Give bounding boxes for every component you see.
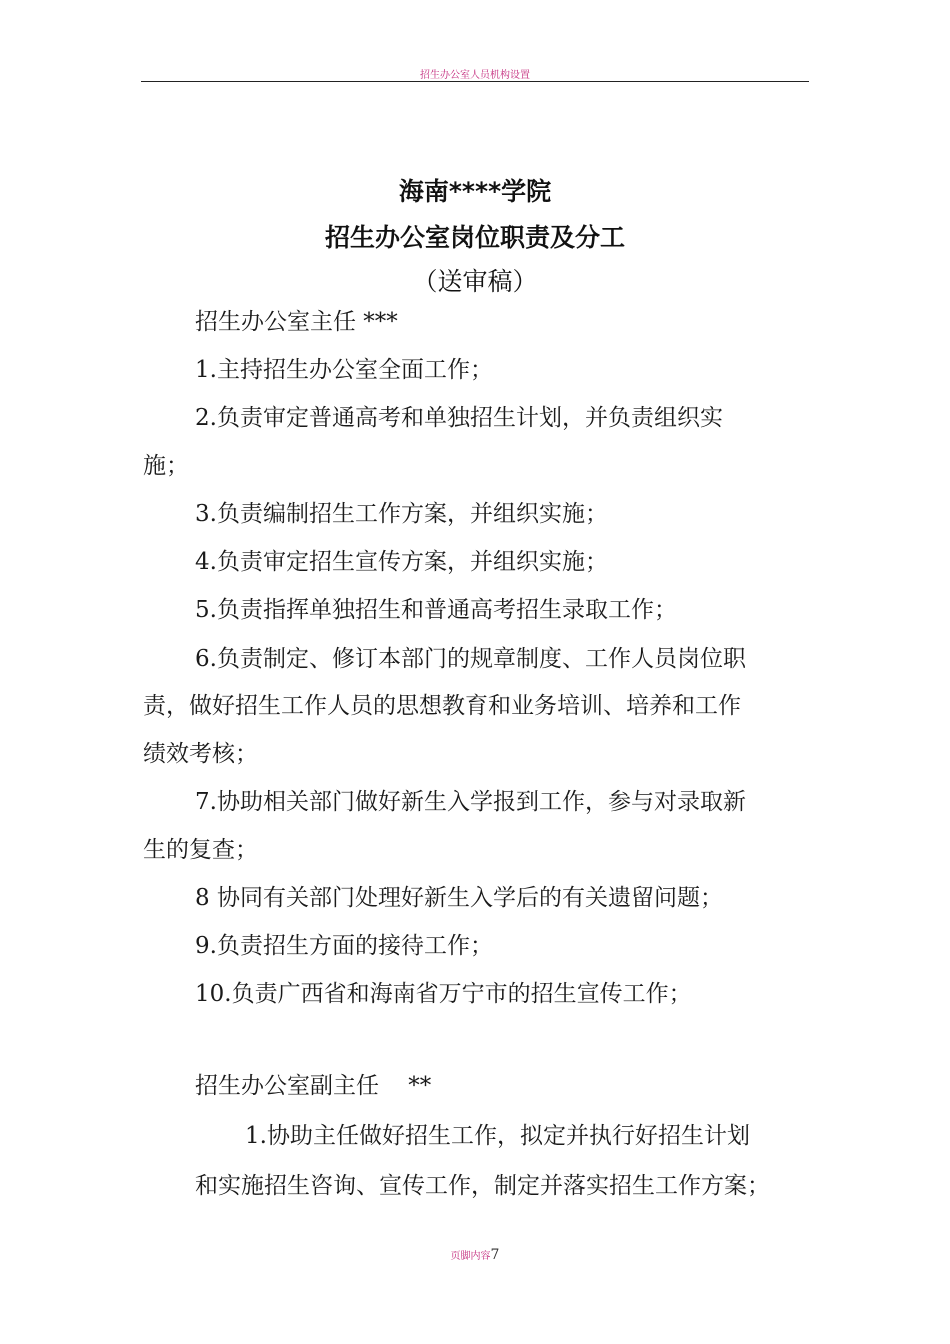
duty-item: 1.协助主任做好招生工作，拟定并执行好招生计划: [245, 1123, 750, 1149]
duty-item-continuation: 绩效考核；: [143, 741, 258, 767]
footer-label: 页脚内容: [450, 1251, 491, 1262]
deputy-director-heading: 招生办公室副主任 **: [195, 1073, 432, 1099]
duty-item: 8 协同有关部门处理好新生入学后的有关遗留问题；: [195, 885, 723, 911]
duty-item: 1.主持招生办公室全面工作；: [195, 357, 493, 383]
duty-item: 4.负责审定招生宣传方案，并组织实施；: [195, 549, 608, 575]
page-number: 7: [490, 1247, 500, 1263]
duty-item-continuation: 和实施招生咨询、宣传工作，制定并落实招生工作方案；: [195, 1173, 770, 1199]
duty-item: 9.负责招生方面的接待工作；: [195, 933, 493, 959]
duty-item: 5.负责指挥单独招生和普通高考招生录取工作；: [195, 597, 677, 623]
director-heading: 招生办公室主任 ***: [195, 309, 398, 335]
running-header: 招生办公室人员机构设置: [420, 70, 530, 81]
duty-item-continuation: 责，做好招生工作人员的思想教育和业务培训、培养和工作: [143, 693, 741, 719]
header-divider: [141, 81, 809, 82]
duty-item: 6.负责制定、修订本部门的规章制度、工作人员岗位职: [195, 646, 746, 672]
duty-item: 7.协助相关部门做好新生入学报到工作，参与对录取新: [195, 789, 746, 815]
duty-item-continuation: 施；: [143, 453, 189, 479]
document-subtitle: （送审稿）: [412, 267, 538, 296]
document-title: 招生办公室岗位职责及分工: [324, 223, 625, 252]
document-title-institution: 海南****学院: [398, 177, 552, 206]
duty-item: 10.负责广西省和海南省万宁市的招生宣传工作；: [195, 981, 692, 1007]
page-footer: [0, 1247, 950, 1263]
duty-item: 2.负责审定普通高考和单独招生计划，并负责组织实: [195, 405, 723, 431]
duty-item: 3.负责编制招生工作方案，并组织实施；: [195, 501, 608, 527]
duty-item-continuation: 生的复查；: [143, 837, 258, 863]
